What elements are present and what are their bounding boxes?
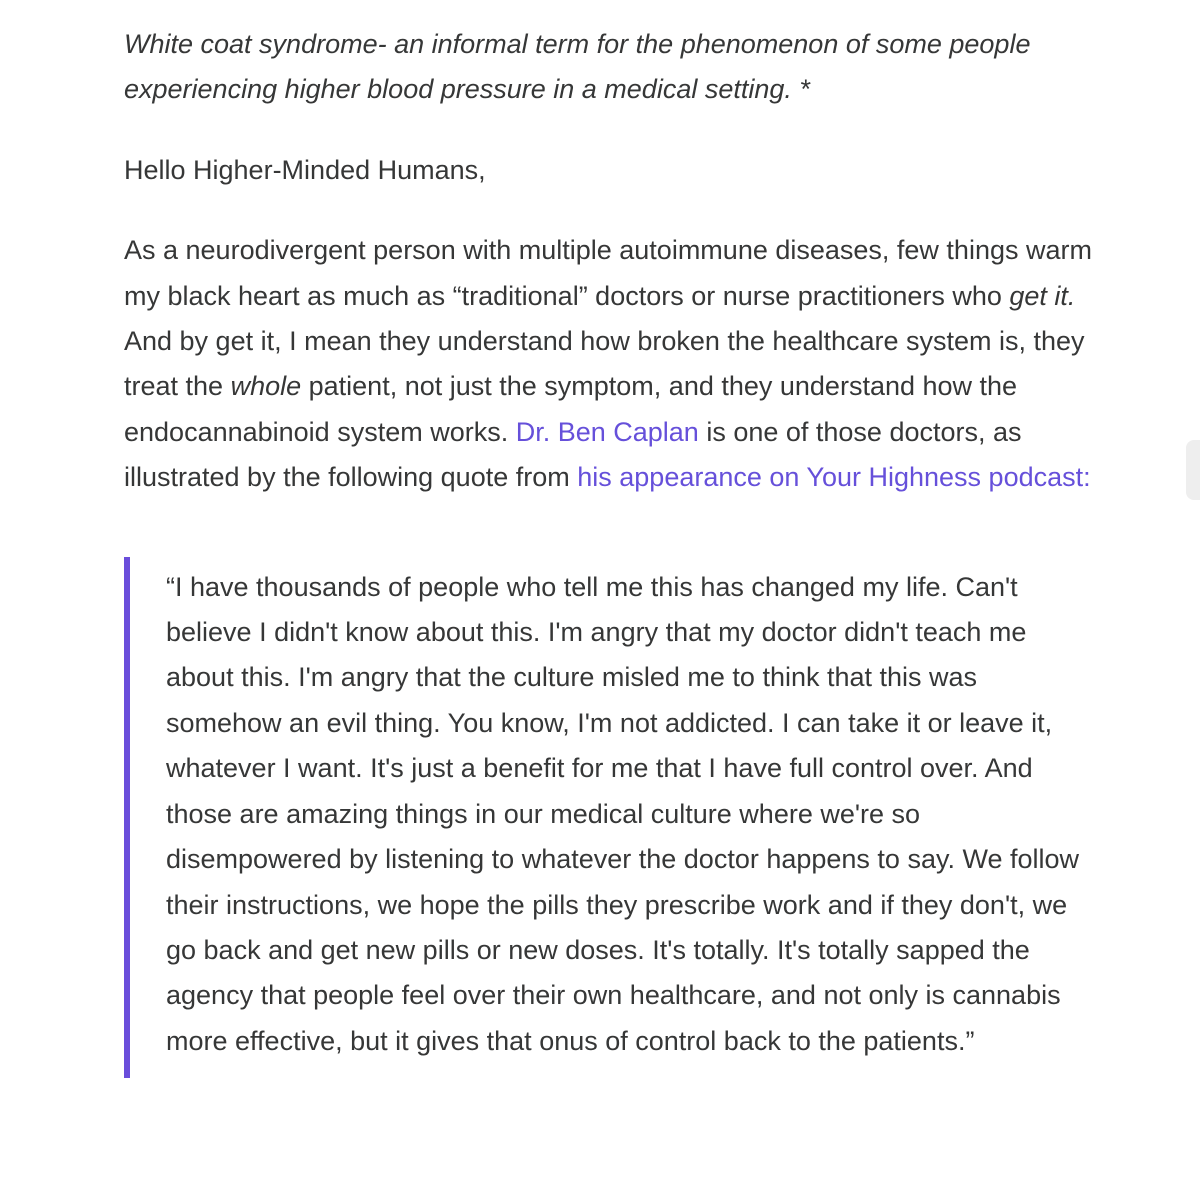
scrollbar-handle[interactable] [1186, 440, 1200, 500]
intro-text: White coat syndrome- an informal term for the phenomenon of some people experiencing higher blood pressure in a medical setting. * [124, 29, 1031, 105]
link-podcast-appearance[interactable]: his appearance on Your Highness podcast: [577, 462, 1091, 493]
blockquote [124, 557, 1099, 1072]
body-paragraph [124, 228, 1099, 500]
body-text-3: patient, not just the symptom, and they understand how the endocannabinoid system works. [124, 371, 1018, 447]
intro-definition [124, 22, 1099, 113]
quote-text: “I have thousands of people who tell me this has changed my life. Can't believe I didn't know about this. I'm angry that my doctor didn't teach me about this. I'm angry that the culture misled me to think that this was somehow an evil thing. You know, I'm not addicted. I can take it or leave it, whatever I want. It's just a benefit for me that I have full control over. And those are amazing things in our medical culture where we're so disempowered by listening to whatever the doctor happens to say. We follow their instructions, we hope the pills they prescribe work and if they don't, we go back and get new pills or new doses. It's totally. It's totally sapped the agency that people feel over their own healthcare, and not only is cannabis more effective, but it gives that onus of control back to the patients.” [166, 571, 1080, 1056]
greeting: Hello Higher-Minded Humans, [124, 154, 486, 185]
blockquote-bar [124, 557, 130, 1078]
link-dr-ben-caplan[interactable]: Dr. Ben Caplan [515, 416, 699, 447]
body-text-4: is one of those doctors, as illustrated by the following quote from [124, 416, 1022, 493]
body-emphasis-get-it: get it. [1009, 280, 1076, 311]
article-content [124, 22, 1099, 1072]
body-text-1: As a neurodivergent person with multiple autoimmune diseases, few things warm my black heart as much as “traditional” doctors or nurse practitioners who [124, 235, 1092, 311]
body-emphasis-whole: whole [230, 371, 302, 402]
body-text-2: And by get it, I mean they understand how broken the healthcare system is, they treat the [124, 326, 1085, 402]
